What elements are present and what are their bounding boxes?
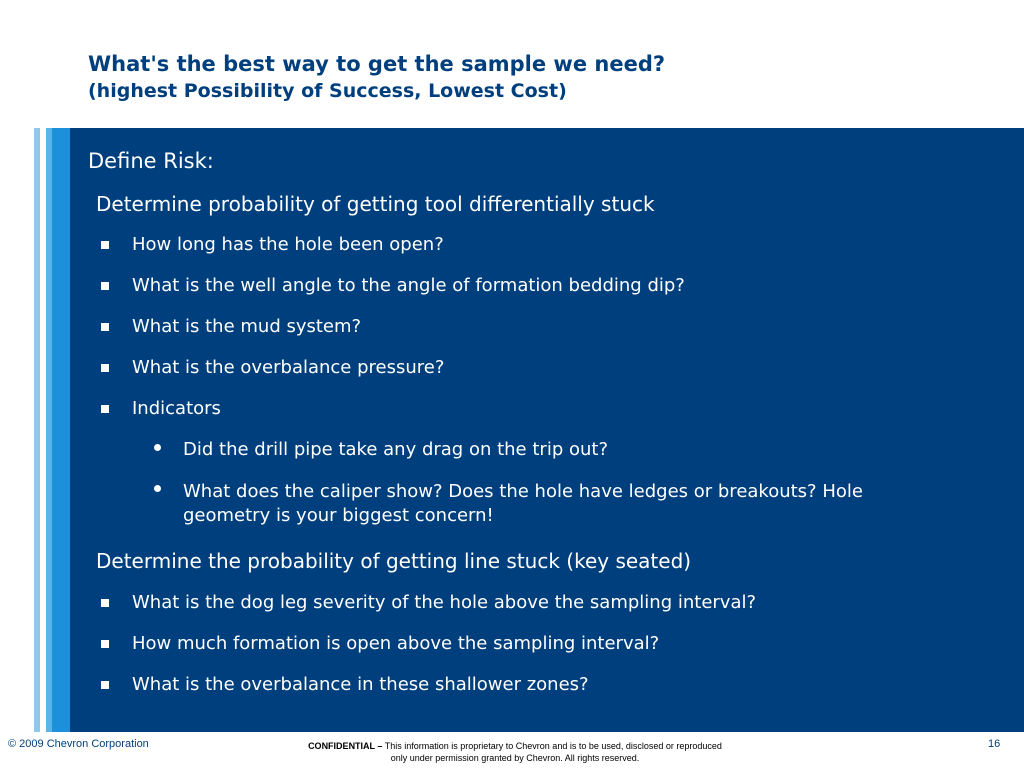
square-bullet-icon xyxy=(101,241,109,249)
copyright-text: © 2009 Chevron Corporation xyxy=(8,738,149,750)
square-bullet-icon xyxy=(101,681,109,689)
section2-heading: Determine the probability of getting line stuck (key seated) xyxy=(96,549,692,573)
confidential-text-1: This information is proprietary to Chevron and is to be used, disclosed or reproduced xyxy=(382,741,722,751)
confidential-text-2: only under permission granted by Chevron. All rights reserved. xyxy=(390,753,640,763)
confidential-notice xyxy=(240,740,790,764)
slide-title xyxy=(88,50,665,104)
square-bullet-icon xyxy=(101,599,109,607)
section2-bullet-1: What is the dog leg severity of the hole above the sampling interval? xyxy=(132,592,757,613)
sub-bullet-2: What does the caliper show? Does the hole have ledges or breakouts? Hole geometry is your biggest concern! xyxy=(183,481,863,526)
confidential-label: CONFIDENTIAL – xyxy=(308,741,383,751)
section2-bullet-2: How much formation is open above the sampling interval? xyxy=(132,633,660,654)
square-bullet-icon xyxy=(101,282,109,290)
footer xyxy=(0,732,1024,768)
square-bullet-icon xyxy=(101,364,109,372)
section1-bullet-1: How long has the hole been open? xyxy=(132,234,444,255)
slide-title-line1: What's the best way to get the sample we need? xyxy=(88,52,666,76)
content-panel xyxy=(70,128,1024,732)
section1-bullet-2: What is the well angle to the angle of formation bedding dip? xyxy=(132,275,685,296)
section2-bullet-3: What is the overbalance in these shallower zones? xyxy=(132,674,589,695)
sub-bullet-1: Did the drill pipe take any drag on the trip out? xyxy=(183,439,608,460)
square-bullet-icon xyxy=(101,405,109,413)
decorative-stripes xyxy=(0,128,70,732)
square-bullet-icon xyxy=(101,640,109,648)
title-area xyxy=(0,0,1024,128)
slide-subtitle: (highest Possibility of Success, Lowest Cost) xyxy=(88,80,567,102)
section1-bullet-3: What is the mud system? xyxy=(132,316,362,337)
round-bullet-icon xyxy=(154,485,161,492)
section1-heading: Determine probability of getting tool differentially stuck xyxy=(96,192,655,216)
square-bullet-icon xyxy=(101,323,109,331)
define-risk-heading: Define Risk: xyxy=(88,149,214,173)
stripe-dark xyxy=(52,128,70,732)
section1-bullet-5: Indicators xyxy=(132,398,221,419)
section1-bullet-4: What is the overbalance pressure? xyxy=(132,357,445,378)
round-bullet-icon xyxy=(154,444,161,451)
page-number: 16 xyxy=(988,738,1001,750)
